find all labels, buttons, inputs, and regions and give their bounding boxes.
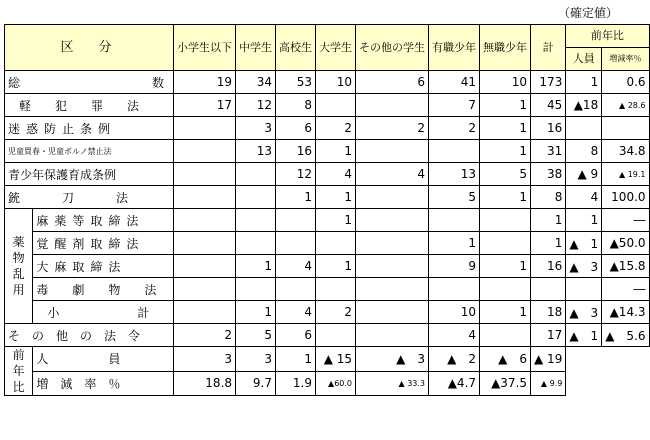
cell: [174, 209, 236, 232]
cell-jin: 1: [566, 209, 602, 232]
cell: [316, 278, 356, 301]
cell: 1: [480, 140, 531, 163]
cell: 2: [316, 117, 356, 140]
table-row: [5, 140, 650, 163]
cell: [174, 255, 236, 278]
row-label: 毒 劇 物 法: [33, 278, 174, 301]
footer-row-rate: [5, 371, 650, 396]
cell-jin: [566, 117, 602, 140]
cell: 1: [531, 232, 566, 255]
note-kakutei: （確定値）: [557, 6, 618, 20]
cell: [356, 232, 429, 255]
header-zennenhi: 前年比: [566, 25, 649, 48]
cell: [480, 278, 531, 301]
row-label: 覚醒剤取締法: [33, 232, 174, 255]
table-row: [5, 324, 650, 347]
cell-jin: ▲ 1: [566, 232, 602, 255]
cell-rate: 34.8: [602, 140, 649, 163]
cell: ▲4.7: [429, 371, 480, 396]
cell: 1: [480, 117, 531, 140]
cell: 2: [174, 324, 236, 347]
row-label: 人 員: [33, 347, 174, 372]
row-label: 青少年保護育成条例: [5, 163, 174, 186]
cell: 4: [276, 255, 316, 278]
cell: 41: [429, 71, 480, 94]
cell: ▲ 2: [429, 347, 480, 372]
statistics-table: [4, 24, 650, 396]
cell: [356, 140, 429, 163]
cell: [356, 278, 429, 301]
cell: 6: [276, 324, 316, 347]
cell: [356, 94, 429, 117]
cell: 7: [429, 94, 480, 117]
cell: [480, 324, 531, 347]
table-row: [5, 163, 650, 186]
cell-jin: 1: [566, 71, 602, 94]
cell-rate: ▲50.0: [602, 232, 649, 255]
cell: 3: [174, 347, 236, 372]
row-label: 迷惑防止条例: [5, 117, 174, 140]
cell: 10: [480, 71, 531, 94]
cell: 5: [429, 186, 480, 209]
row-label: 総 数: [5, 71, 174, 94]
table-row: [5, 94, 650, 117]
header-kubun: 区 分: [5, 25, 174, 71]
cell: 18.8: [174, 371, 236, 396]
cell: 3: [236, 117, 276, 140]
row-label: 増 減 率 ％: [33, 371, 174, 396]
cell: 12: [236, 94, 276, 117]
cell: [356, 324, 429, 347]
cell: 13: [236, 140, 276, 163]
cell: 9.7: [236, 371, 276, 396]
cell: [174, 301, 236, 324]
cell: 1.9: [276, 371, 316, 396]
cell: [174, 140, 236, 163]
cell-rate: ―: [602, 209, 649, 232]
cell: 16: [531, 117, 566, 140]
cell: 19: [174, 71, 236, 94]
cell: [236, 232, 276, 255]
cell: 4: [356, 163, 429, 186]
cell-jin: ▲ 1: [566, 324, 602, 347]
row-label: そ の 他 の 法 令: [5, 324, 174, 347]
cell: 17: [174, 94, 236, 117]
row-label: 軽 犯 罪 法: [5, 94, 174, 117]
cell: 4: [276, 301, 316, 324]
cell-jin: 8: [566, 140, 602, 163]
cell: 6: [356, 71, 429, 94]
footer-row-jin: [5, 347, 650, 372]
cell: [480, 232, 531, 255]
cell: [174, 117, 236, 140]
cell: 1: [236, 301, 276, 324]
header-col: 有職少年: [429, 25, 480, 71]
cell: 1: [531, 209, 566, 232]
cell-jin: ▲18: [566, 94, 602, 117]
cell: 1: [429, 232, 480, 255]
cell: [316, 94, 356, 117]
cell: 31: [531, 140, 566, 163]
cell-rate: ―: [602, 278, 649, 301]
cell: ▲ 19: [531, 347, 566, 372]
cell: 1: [316, 140, 356, 163]
cell: 38: [531, 163, 566, 186]
cell: [236, 209, 276, 232]
cell: ▲ 3: [356, 347, 429, 372]
cell: 1: [276, 186, 316, 209]
cell: [429, 278, 480, 301]
table-row: [5, 209, 650, 232]
header-jin: 人員: [566, 48, 602, 71]
cell: 1: [480, 94, 531, 117]
cell: 2: [316, 301, 356, 324]
cell-rate: ▲ 5.6: [602, 324, 649, 347]
cell: [531, 278, 566, 301]
cell: 2: [356, 117, 429, 140]
cell: 13: [429, 163, 480, 186]
cell-jin: ▲ 3: [566, 255, 602, 278]
cell: [480, 209, 531, 232]
cell: 1: [236, 255, 276, 278]
header-col: 高校生: [276, 25, 316, 71]
cell: 3: [236, 347, 276, 372]
cell: 8: [531, 186, 566, 209]
cell: [174, 232, 236, 255]
table-row: [5, 117, 650, 140]
row-label: 小 計: [33, 301, 174, 324]
cell: 1: [480, 255, 531, 278]
cell: 173: [531, 71, 566, 94]
cell: 34: [236, 71, 276, 94]
cell: 5: [236, 324, 276, 347]
cell: [276, 278, 316, 301]
table-row: [5, 232, 650, 255]
cell: [174, 278, 236, 301]
header-col: その他の学生: [356, 25, 429, 71]
cell-rate: [602, 117, 649, 140]
yakubutsu-label: 薬物乱用: [5, 209, 33, 324]
cell: ▲ 9.9: [531, 371, 566, 396]
table-row: [5, 301, 650, 324]
cell: 1: [480, 301, 531, 324]
cell: 1: [316, 186, 356, 209]
cell: [316, 232, 356, 255]
cell: 5: [480, 163, 531, 186]
cell: 18: [531, 301, 566, 324]
cell: 4: [429, 324, 480, 347]
cell-jin: [566, 278, 602, 301]
header-zougen: 増減率％: [602, 48, 649, 71]
cell-rate: 0.6: [602, 71, 649, 94]
cell: 12: [276, 163, 316, 186]
cell: 53: [276, 71, 316, 94]
row-label: 児童買春・児童ポルノ禁止法: [5, 140, 174, 163]
header-col: 無職少年: [480, 25, 531, 71]
row-label: 銃 刀 法: [5, 186, 174, 209]
cell: [356, 301, 429, 324]
cell: [174, 163, 236, 186]
cell: 1: [316, 209, 356, 232]
cell: 1: [276, 347, 316, 372]
cell-rate: ▲ 19.1: [602, 163, 649, 186]
cell: [316, 324, 356, 347]
cell: [236, 186, 276, 209]
header-col: 計: [531, 25, 566, 71]
cell: 4: [316, 163, 356, 186]
cell: [276, 232, 316, 255]
cell: [236, 278, 276, 301]
cell-jin: ▲ 3: [566, 301, 602, 324]
cell: 10: [316, 71, 356, 94]
row-label: 麻薬等取締法: [33, 209, 174, 232]
cell: 10: [429, 301, 480, 324]
cell: 9: [429, 255, 480, 278]
cell-rate: ▲ 28.6: [602, 94, 649, 117]
cell: [174, 186, 236, 209]
cell: 17: [531, 324, 566, 347]
header-col: 中学生: [236, 25, 276, 71]
table-row: [5, 278, 650, 301]
table-row: [5, 186, 650, 209]
cell-jin: ▲ 9: [566, 163, 602, 186]
cell: [356, 209, 429, 232]
cell: 16: [531, 255, 566, 278]
cell: [429, 140, 480, 163]
cell: ▲60.0: [316, 371, 356, 396]
row-label: 大麻取締法: [33, 255, 174, 278]
cell: [356, 255, 429, 278]
cell: 45: [531, 94, 566, 117]
table-row: [5, 71, 650, 94]
cell-rate: 100.0: [602, 186, 649, 209]
cell: [356, 186, 429, 209]
cell: 1: [316, 255, 356, 278]
cell: ▲37.5: [480, 371, 531, 396]
cell: ▲ 15: [316, 347, 356, 372]
cell-jin: 4: [566, 186, 602, 209]
cell: [236, 163, 276, 186]
footer-label: 前年比: [5, 347, 33, 396]
cell: ▲ 33.3: [356, 371, 429, 396]
cell: ▲ 6: [480, 347, 531, 372]
cell: [429, 209, 480, 232]
cell: 2: [429, 117, 480, 140]
header-col: 大学生: [316, 25, 356, 71]
cell: 1: [480, 186, 531, 209]
cell: 6: [276, 117, 316, 140]
cell: 8: [276, 94, 316, 117]
cell-rate: ▲14.3: [602, 301, 649, 324]
table-row: [5, 255, 650, 278]
cell: [276, 209, 316, 232]
cell: 16: [276, 140, 316, 163]
header-col: 小学生以下: [174, 25, 236, 71]
cell-rate: ▲15.8: [602, 255, 649, 278]
